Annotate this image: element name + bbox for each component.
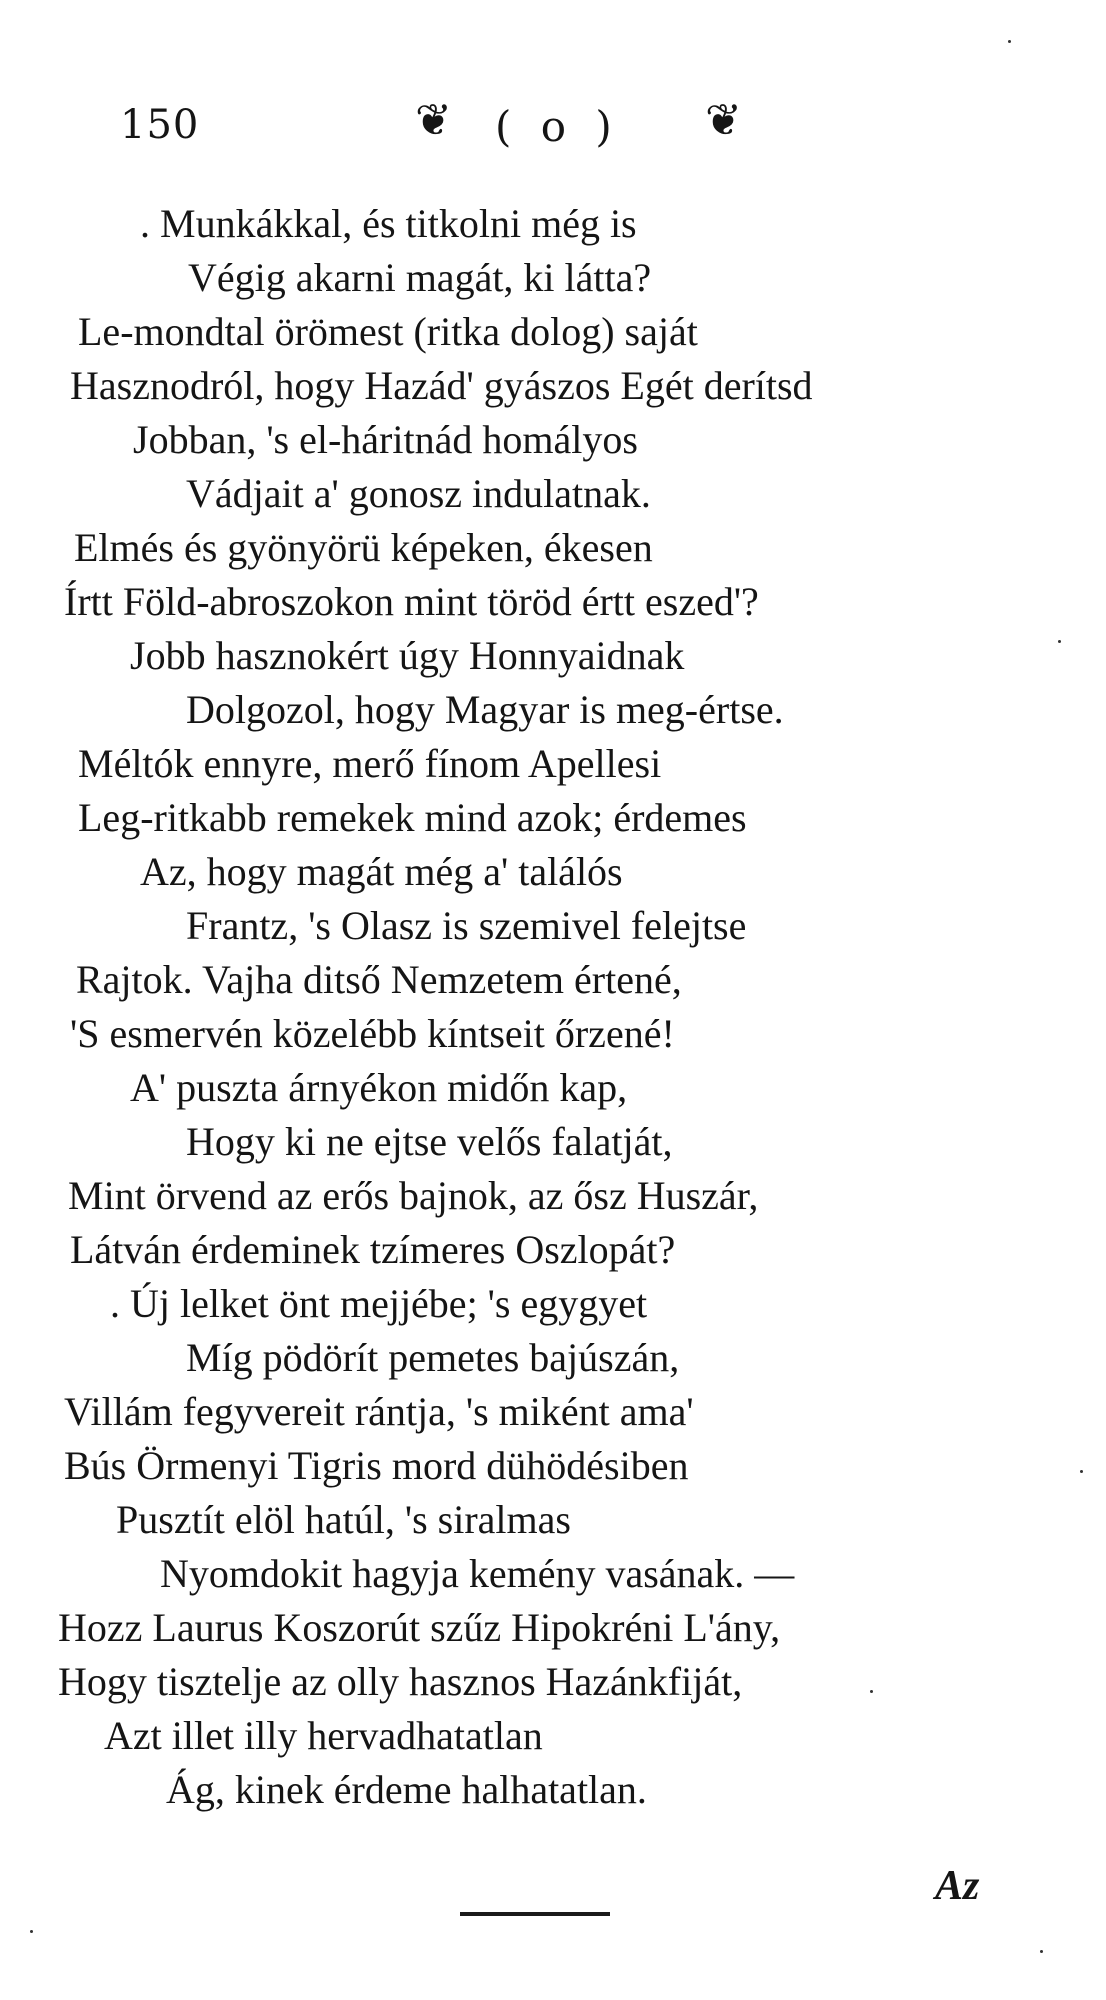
poem-line: Rajtok. Vajha ditső Nemzetem értené, [76,957,682,1002]
poem-line: Azt illet illy hervadhatatlan [104,1713,543,1758]
poem-line: . Munkákkal, és titkolni még is [140,201,637,246]
poem-line: Nyomdokit hagyja kemény vasának. — [160,1551,795,1596]
running-head: ( o ) [495,102,620,151]
paper-speck [1080,1470,1083,1473]
poem-line: Jobban, 's el-háritnád homályos [133,417,638,462]
poem-line: Végig akarni magát, ki látta? [188,255,652,300]
poem-line: Hogy ki ne ejtse velős falatját, [186,1119,673,1164]
poem-line: Pusztít elöl hatúl, 's siralmas [116,1497,571,1542]
catchword: Az [935,1863,980,1909]
poem-line: Méltók ennyre, merő fínom Apellesi [78,741,662,786]
left-flower-ornament-icon: ❦ [415,95,452,146]
poem-line: Míg pödörít pemetes bajúszán, [186,1335,680,1380]
poem-line: Jobb hasznokért úgy Honnyaidnak [130,633,685,678]
poem-line: Villám fegyvereit rántja, 's miként ama' [64,1389,694,1434]
paper-speck [30,1930,33,1933]
poem-line: Dolgozol, hogy Magyar is meg-értse. [186,687,784,732]
paper-speck [1008,40,1011,43]
page-header [120,96,1020,156]
poem-line: Mint örvend az erős bajnok, az ősz Huszár, [68,1173,759,1218]
poem-line: Vádjait a' gonosz indulatnak. [186,471,651,516]
poem-line: Ág, kinek érdeme halhatatlan. [166,1767,647,1812]
poem-line: Bús Örmenyi Tigris mord dühödésiben [64,1443,689,1488]
poem-line: Hozz Laurus Koszorút szűz Hipokréni L'ány, [58,1605,781,1650]
poem-line: Hasznodról, hogy Hazád' gyászos Egét derítsd [70,363,813,408]
right-flower-ornament-icon: ❦ [705,95,742,146]
paper-speck [1058,640,1061,643]
poem-line: Le-mondtal örömest (ritka dolog) saját [78,309,698,354]
poem-line: Írtt Föld-abroszokon mint töröd értt eszed'? [64,579,759,624]
poem-line: Hogy tisztelje az olly hasznos Hazánkfiját, [58,1659,743,1704]
poem-line: 'S esmervén közelébb kíntseit őrzené! [70,1011,675,1056]
poem-line: Az, hogy magát még a' találós [140,849,623,894]
poem-line: . Új lelket önt mejjébe; 's egygyet [110,1281,648,1326]
poem-line: Leg-ritkabb remekek mind azok; érdemes [78,795,747,840]
paper-speck [1040,1950,1043,1953]
poem-line: A' puszta árnyékon midőn kap, [130,1065,628,1110]
poem-line: Elmés és gyönyörü képeken, ékesen [74,525,653,570]
page-number: 150 [120,102,200,148]
poem-line: Látván érdeminek tzímeres Oszlopát? [70,1227,676,1272]
poem-line: Frantz, 's Olasz is szemivel felejtse [186,903,747,948]
paper-speck [870,1690,873,1693]
end-rule [460,1912,610,1916]
